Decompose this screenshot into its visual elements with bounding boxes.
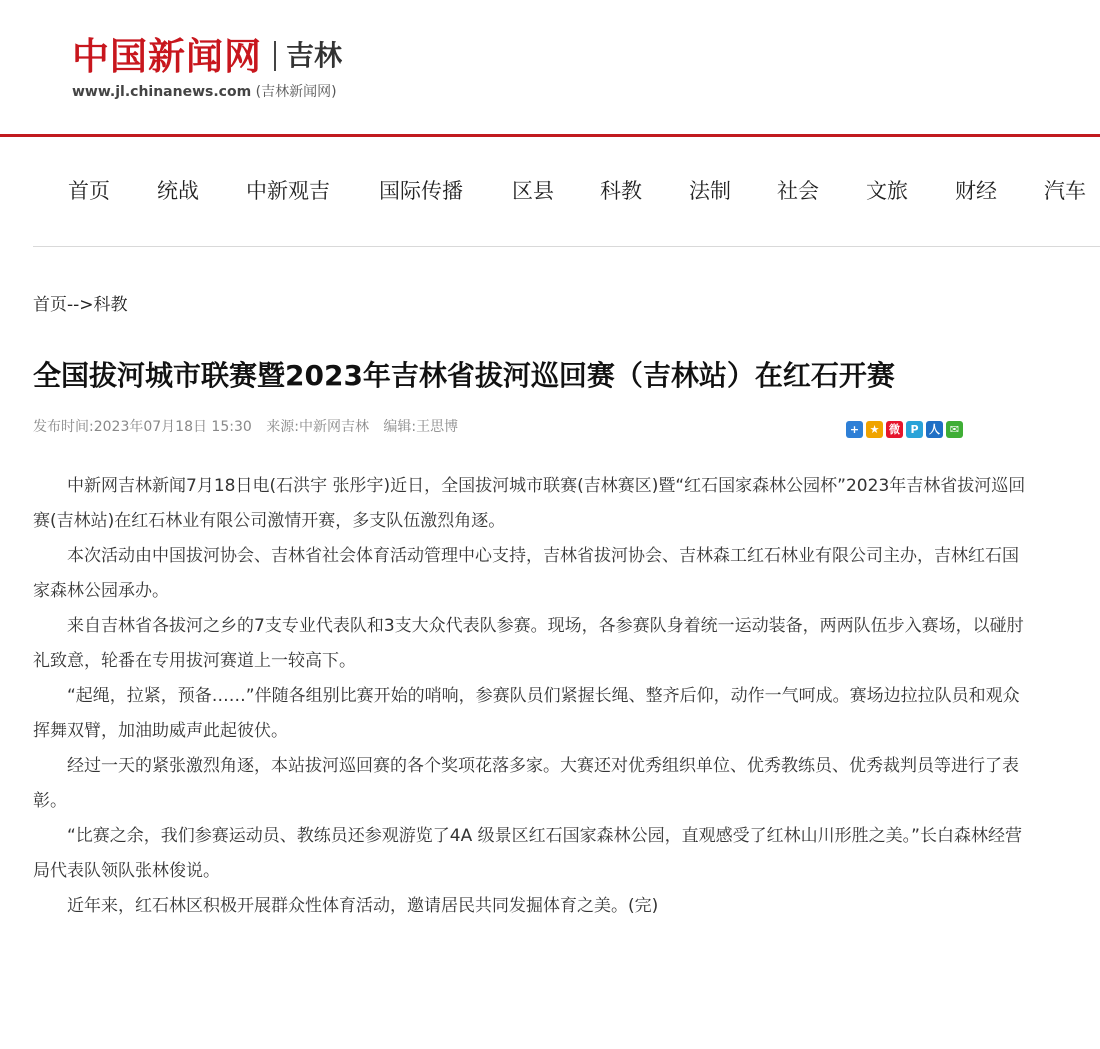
article-paragraph: 来自吉林省各拔河之乡的7支专业代表队和3支大众代表队参赛。现场，各参赛队身着统一运动装备，两两队伍步入赛场，以碰肘礼致意，轮番在专用拔河赛道上一较高下。 [33,616,1024,671]
qzone-star-icon[interactable]: ★ [866,421,883,438]
article-paragraph: 本次活动由中国拔河协会、吉林省社会体育活动管理中心支持，吉林省拔河协会、吉林森工红石林业有限公司主办，吉林红石国家森林公园承办。 [33,546,1019,601]
nav-item-home[interactable]: 首页 [68,179,110,203]
logo-text: 中国新闻网 [72,34,262,78]
article-paragraph: 中新网吉林新闻7月18日电(石洪宇 张彤宇)近日，全国拔河城市联赛(吉林赛区)暨“红石国家森林公园杯”2023年吉林省拔河巡回赛(吉林站)在红石林业有限公司激情开赛，多支队伍激烈角逐。 [33,476,1026,531]
article-editor: 编辑:王思博 [383,419,459,435]
nav-item-zhongxin-guanji[interactable]: 中新观吉 [246,179,330,203]
site-url-suffix: (吉林新闻网) [255,84,337,100]
site-url [72,81,337,101]
article-paragraph: 近年来，红石林区积极开展群众性体育活动，邀请居民共同发掘体育之美。(完) [67,896,659,916]
article-paragraph: 经过一天的紧张激烈角逐，本站拔河巡回赛的各个奖项花落多家。大赛还对优秀组织单位、优秀教练员、优秀裁判员等进行了表彰。 [33,756,1019,811]
plus-share-icon[interactable]: + [846,421,863,438]
site-logo[interactable] [72,34,342,78]
share-bar [846,421,963,438]
publish-time: 发布时间:2023年07月18日 15:30 [33,419,252,435]
nav-item-international[interactable]: 国际传播 [379,179,463,203]
main-nav [0,137,1100,245]
article-paragraph: “起绳，拉紧，预备……”伴随各组别比赛开始的哨响，参赛队员们紧握长绳、整齐后仰，动作一气呵成。赛场边拉拉队员和观众挥舞双臂，加油助威声此起彼伏。 [33,686,1020,741]
site-header [0,0,1100,136]
logo-divider [274,41,276,71]
article-source: 来源:中新网吉林 [266,419,369,435]
article-body [33,469,1033,924]
renren-icon[interactable]: 人 [926,421,943,438]
article-meta [33,416,468,436]
nav-item-united-front[interactable]: 统战 [157,179,199,203]
weibo-icon[interactable]: 微 [886,421,903,438]
breadcrumb [33,290,128,315]
nav-divider [33,246,1100,247]
wechat-icon[interactable]: ✉ [946,421,963,438]
site-url-domain: www.jl.chinanews.com [72,84,252,100]
breadcrumb-home[interactable]: 首页 [33,295,67,315]
nav-item-auto[interactable]: 汽车 [1044,179,1086,203]
nav-item-culture-tourism[interactable]: 文旅 [866,179,908,203]
breadcrumb-separator: --> [67,295,94,315]
article-title: 全国拔河城市联赛暨2023年吉林省拔河巡回赛（吉林站）在红石开赛 [33,359,895,392]
article-paragraph: “比赛之余，我们参赛运动员、教练员还参观游览了4A 级景区红石国家森林公园，直观感受了红林山川形胜之美。”长白森林经营局代表队领队张林俊说。 [33,826,1022,881]
nav-item-society[interactable]: 社会 [777,179,819,203]
nav-item-legal[interactable]: 法制 [689,179,731,203]
nav-item-districts[interactable]: 区县 [512,179,554,203]
nav-item-science-education[interactable]: 科教 [600,179,642,203]
tencent-weibo-icon[interactable]: P [906,421,923,438]
logo-region: 吉林 [286,39,343,72]
nav-item-finance[interactable]: 财经 [955,179,997,203]
breadcrumb-section[interactable]: 科教 [93,295,128,315]
